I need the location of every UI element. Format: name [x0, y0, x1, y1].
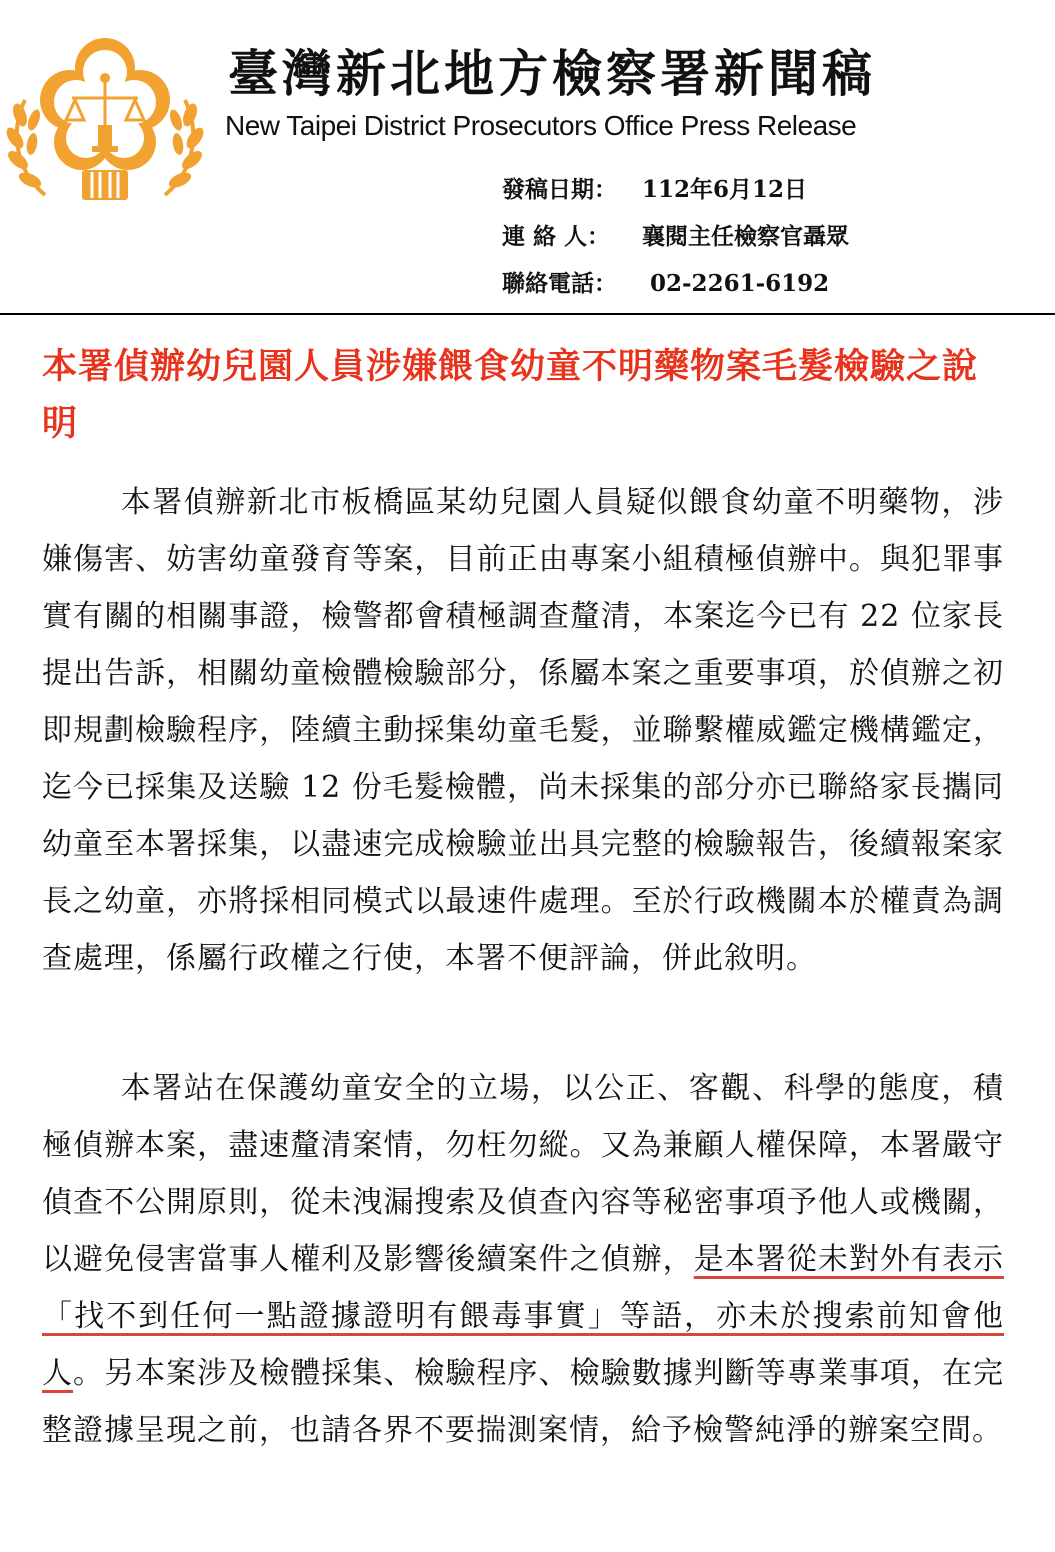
header-divider: [0, 313, 1055, 315]
meta-label: 連 絡 人：: [502, 223, 611, 250]
contact-person: 襄閱主任檢察官聶眾: [642, 223, 849, 250]
release-date-row: [502, 172, 849, 219]
meta-label: 發稿日期：: [502, 176, 617, 203]
press-release-title: 臺灣新北地方檢察署新聞稿: [228, 45, 876, 103]
contact-phone: 02-2261-6192: [642, 270, 830, 297]
paragraph-2-text-after: 。另本案涉及檢體採集、檢驗程序、檢驗數據判斷等專業事項，在完整證據呈現之前，也請各界不要揣測案情，給予檢警純淨的辦案空間。: [42, 1356, 1005, 1448]
meta-label: 聯絡電話：: [502, 270, 617, 297]
release-meta: [502, 172, 849, 313]
release-date: 112年6月12日: [642, 176, 808, 203]
body-paragraph-2: [42, 1060, 1004, 1459]
underlined-statement: 是本署從未對外有表示「找不到任何一點證據證明有餵毒事實」等語，亦未於搜索前知會他人: [42, 1242, 1005, 1391]
headline: 本署偵辦幼兒園人員涉嫌餵食幼童不明藥物案毛髮檢驗之說明: [42, 346, 979, 444]
body-paragraph-1: [42, 474, 1004, 987]
contact-person-row: [502, 219, 849, 266]
paragraph-2-text-before: 本署站在保護幼童安全的立場，以公正、客觀、科學的態度，積極偵辦本案，盡速釐清案情，勿枉勿縱。又為兼顧人權保障，本署嚴守偵查不公開原則，從未洩漏搜索及偵查內容等秘密事項予他人或機關，以避免侵害當事人權利及影響後續案件之偵辦，: [42, 1071, 1004, 1277]
contact-phone-row: [502, 266, 849, 313]
paragraph-1-text: 本署偵辦新北市板橋區某幼兒園人員疑似餵食幼童不明藥物，涉嫌傷害、妨害幼童發育等案，目前正由專案小組積極偵辦中。與犯罪事實有關的相關事證，檢警都會積極調查釐清，本案迄今已有 22 位家長提出告訴，相關幼童檢體檢驗部分，係屬本案之重要事項，於偵辦之初即規劃檢驗程序，陸續主動採集幼童毛髮，並聯繫權威鑑定機構鑑定，迄今已採集及送驗 12 份毛髮檢體，尚未採集的部分亦已聯絡家長攜同幼童至本署採集，以盡速完成檢驗並出具完整的檢驗報告，後續報案家長之幼童，亦將採相同模式以最速件處理。至於行政機關本於權責為調查處理，係屬行政權之行使，本署不便評論，併此敘明。: [42, 485, 1004, 976]
press-release-subtitle: New Taipei District Prosecutors Office Press Release: [225, 110, 857, 141]
prosecutors-office-emblem-icon: [0, 20, 210, 210]
